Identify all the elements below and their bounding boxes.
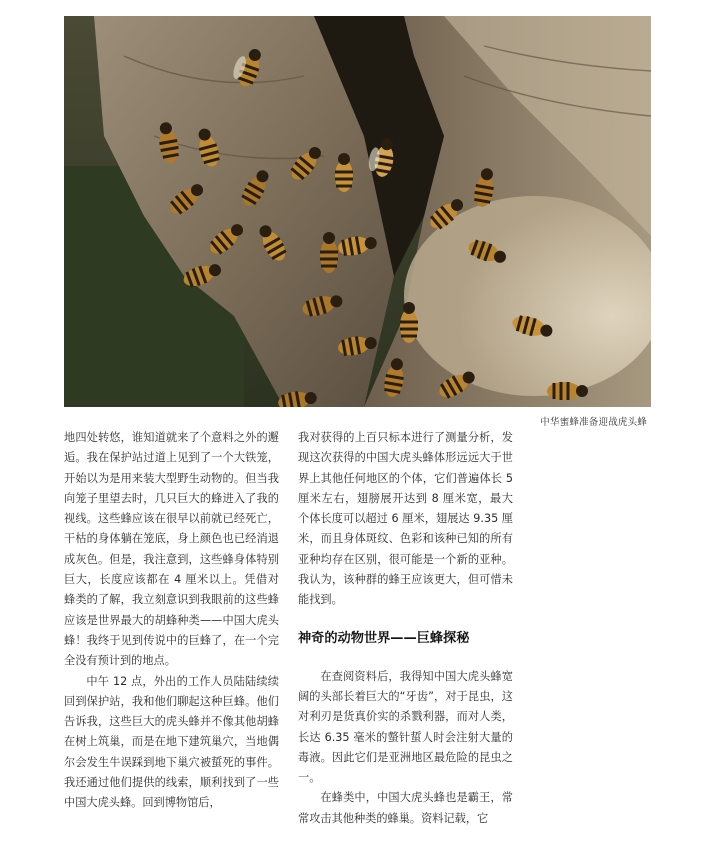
paragraph: 地四处转悠，谁知道就来了个意料之外的邂逅。我在保护站过道上见到了一个大铁笼，开始以为是用来装大型野生动物的。但当我向笼子里望去时，几只巨大的蜂进入了我的视线。这些蜂应该在很早以前就已经死亡，干枯的身体躺在笼底，身上颜色也已经消退成灰色。但是，我注意到，这些蜂身体特别巨大，长度应该都在 4 厘米以上。凭借对蜂类的了解，我立刻意识到我眼前的这些蜂应该是世界最大的胡蜂种类——中国大虎头蜂！我终于见到传说中的巨蜂了，在一个完全没有预计到的地点。 xyxy=(64,431,279,668)
right-column xyxy=(298,428,513,829)
paragraph: 在蜂类中，中国大虎头蜂也是霸王，常常攻击其他种类的蜂巢。资料记载，它 xyxy=(298,791,513,825)
bee-hive-image xyxy=(64,16,651,407)
bee-hive-photo xyxy=(64,16,651,407)
left-column xyxy=(64,428,279,814)
section-heading: 神奇的动物世界——巨蜂探秘 xyxy=(298,630,470,646)
paragraph: 我对获得的上百只标本进行了测量分析，发现这次获得的中国大虎头蜂体形远远大于世界上其他任何地区的个体，它们普遍体长 5 厘米左右，翅膀展开达到 8 厘米宽，最大个体长度可以超过 6 厘米，翅展达 9.35 厘米，而且身体斑纹、色彩和该种已知的所有亚种均存在区别，很可能是一个新的亚种。我认为，该种群的蜂王应该更大，但可惜未能找到。 xyxy=(298,431,513,607)
photo-caption: 中华蜜蜂准备迎战虎头蜂 xyxy=(540,417,647,428)
paragraph: 在查阅资料后，我得知中国大虎头蜂宽阔的头部长着巨大的“牙齿”，对于昆虫，这对利刃是货真价实的杀戮利器，而对人类，长达 6.35 毫米的螫针蜇人时会注射大量的毒液。因此它们是亚洲地区最危险的昆虫之一。 xyxy=(298,669,513,785)
paragraph: 中午 12 点，外出的工作人员陆陆续续回到保护站，我和他们聊起这种巨蜂。他们告诉我，这些巨大的虎头蜂并不像其他胡蜂在树上筑巢，而是在地下建筑巢穴，当地偶尔会发生牛误踩到地下巢穴被蜇死的事件。我还通过他们提供的线索，顺利找到了一些中国大虎头蜂。回到博物馆后， xyxy=(64,674,279,810)
